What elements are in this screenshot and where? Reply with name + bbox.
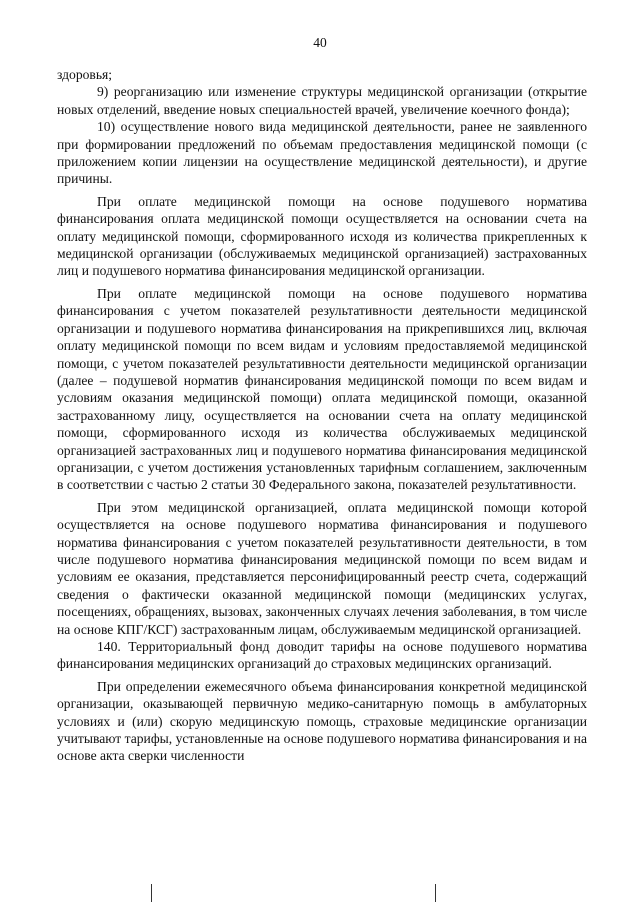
page-number: 40 bbox=[313, 35, 327, 50]
paragraph-monthly-financing: При определении ежемесячного объема финансирования конкретной медицинской организации, оказывающей первичную медико-санитарную помощь в амбулаторных условиях и (или) скорую медицинскую помощь, страховые медицинские организации учитывают тарифы, установленные на основе подушевого норматива финансирования и на основе акта сверки численности bbox=[57, 678, 587, 764]
paragraph-item-140: 140. Территориальный фонд доводит тарифы на основе подушевого норматива финансирования медицинских организаций до страховых медицинских организаций. bbox=[57, 639, 587, 672]
document-body bbox=[57, 66, 587, 765]
list-item-9: 9) реорганизацию или изменение структуры медицинской организации (открытие новых отделений, введение новых специальностей врачей, увеличение коечного фонда); bbox=[57, 84, 587, 117]
paragraph-capitation-payment: При оплате медицинской помощи на основе подушевого норматива финансирования оплата медицинской помощи осуществляется на основании счета на оплату медицинской помощи, сформированного исходя из количества прикрепленных к медицинской организации (обслуживаемых медицинской организацией) застрахованных лиц и подушевого норматива финансирования медицинской организации. bbox=[57, 193, 587, 279]
list-item-10: 10) осуществление нового вида медицинской деятельности, ранее не заявленного при формировании предложений по объемам предоставления медицинской помощи (с приложением копии лицензии на осуществление медицинской деятельности), и другие причины. bbox=[57, 119, 587, 187]
paragraph-personalized-registry: При этом медицинской организацией, оплата медицинской помощи которой осуществляется на основе подушевого норматива финансирования и подушевого норматива финансирования с учетом показателей результативности деятельности, в том числе подушевого норматива финансирования медицинской помощи по всем видам и условиям ее оказания, представляется персонифицированный реестр счета, содержащий сведения о фактически оказанной медицинской помощи (медицинских услугах, посещениях, обращениях, вызовах, законченных случаях лечения заболевания, в том числе на основе КПГ/КСГ) застрахованным лицам, обслуживаемым медицинской организацией. bbox=[57, 499, 587, 637]
paragraph-continuation: здоровья; bbox=[57, 67, 113, 82]
scan-margin-mark bbox=[151, 884, 152, 902]
scan-margin-mark bbox=[435, 884, 436, 902]
paragraph-capitation-performance: При оплате медицинской помощи на основе подушевого норматива финансирования с учетом показателей результативности деятельности медицинской организации и подушевого норматива финансирования на прикрепившихся лиц, включая оплату медицинской помощи по всем видам и условиям предоставляемой медицинской помощи, с учетом показателей результативности деятельности медицинской организации (далее – подушевой норматив финансирования медицинской помощи по всем видам и условиям оказания медицинской помощи) оплата медицинской помощи, оказанной застрахованному лицу, осуществляется на основании счета на оплату медицинской помощи, сформированного исходя из количества обслуживаемых медицинской организацией застрахованных лиц и подушевого норматива финансирования медицинской организации, с учетом достижения установленных тарифным соглашением, заключенным в соответствии с частью 2 статьи 30 Федерального закона, показателей результативности. bbox=[57, 285, 587, 493]
